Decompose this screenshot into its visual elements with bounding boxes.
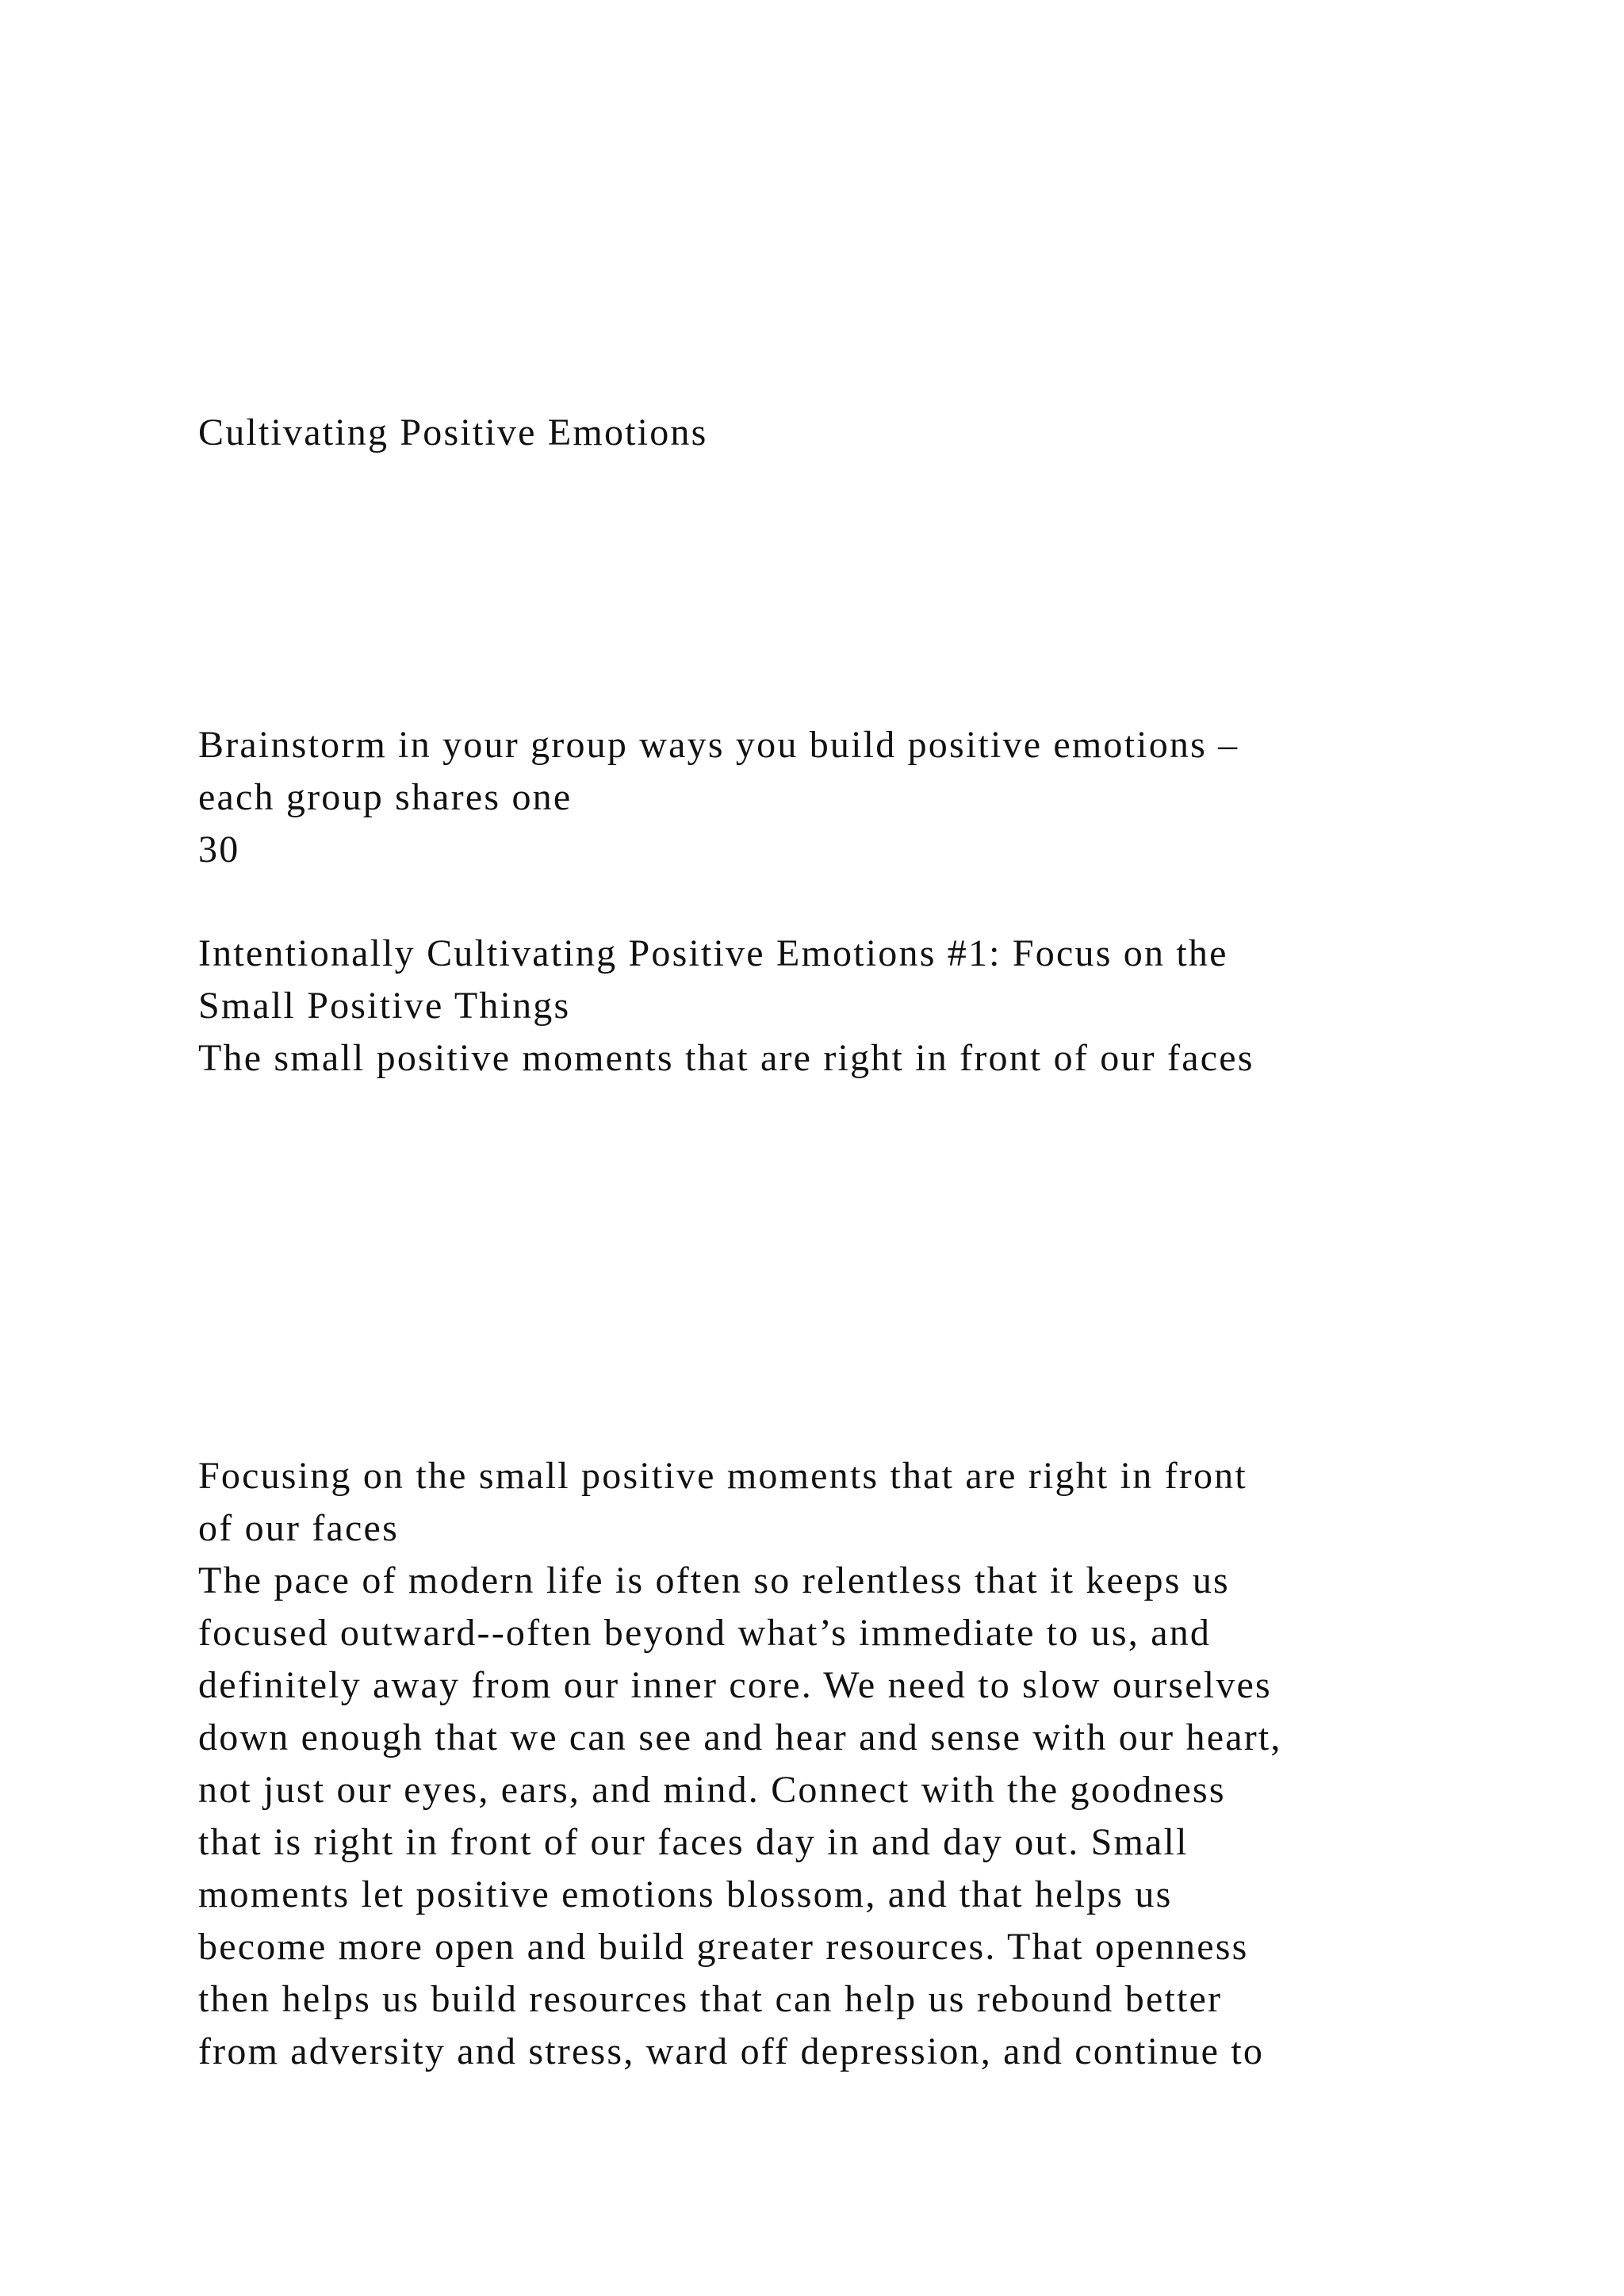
paragraph-line: not just our eyes, ears, and mind. Connect with the goodness bbox=[198, 1769, 1226, 1811]
document-title: Cultivating Positive Emotions bbox=[198, 411, 708, 453]
paragraph-heading-line: of our faces bbox=[198, 1507, 399, 1549]
paragraph-line: become more open and build greater resources. That openness bbox=[198, 1926, 1249, 1968]
brainstorm-line: Brainstorm in your group ways you build positive emotions – bbox=[198, 724, 1239, 766]
paragraph-line: focused outward--often beyond what’s immediate to us, and bbox=[198, 1612, 1212, 1654]
paragraph-line: down enough that we can see and hear and sense with our heart, bbox=[198, 1716, 1282, 1758]
paragraph-line: that is right in front of our faces day in and day out. Small bbox=[198, 1821, 1189, 1863]
brainstorm-line: each group shares one bbox=[198, 776, 573, 818]
section-heading-line: Small Positive Things bbox=[198, 985, 571, 1027]
slide-number: 30 bbox=[198, 828, 240, 871]
paragraph-line: definitely away from our inner core. We need to slow ourselves bbox=[198, 1664, 1272, 1706]
section-subheading: The small positive moments that are right in front of our faces bbox=[198, 1037, 1254, 1079]
section-heading-line: Intentionally Cultivating Positive Emotions #1: Focus on the bbox=[198, 932, 1228, 974]
paragraph-line: moments let positive emotions blossom, and that helps us bbox=[198, 1873, 1173, 1915]
paragraph-line: then helps us build resources that can help us rebound better bbox=[198, 1978, 1223, 2020]
paragraph-heading-line: Focusing on the small positive moments that are right in front bbox=[198, 1455, 1247, 1497]
paragraph-line: from adversity and stress, ward off depression, and continue to bbox=[198, 2030, 1265, 2072]
paragraph-line: The pace of modern life is often so relentless that it keeps us bbox=[198, 1559, 1230, 1601]
